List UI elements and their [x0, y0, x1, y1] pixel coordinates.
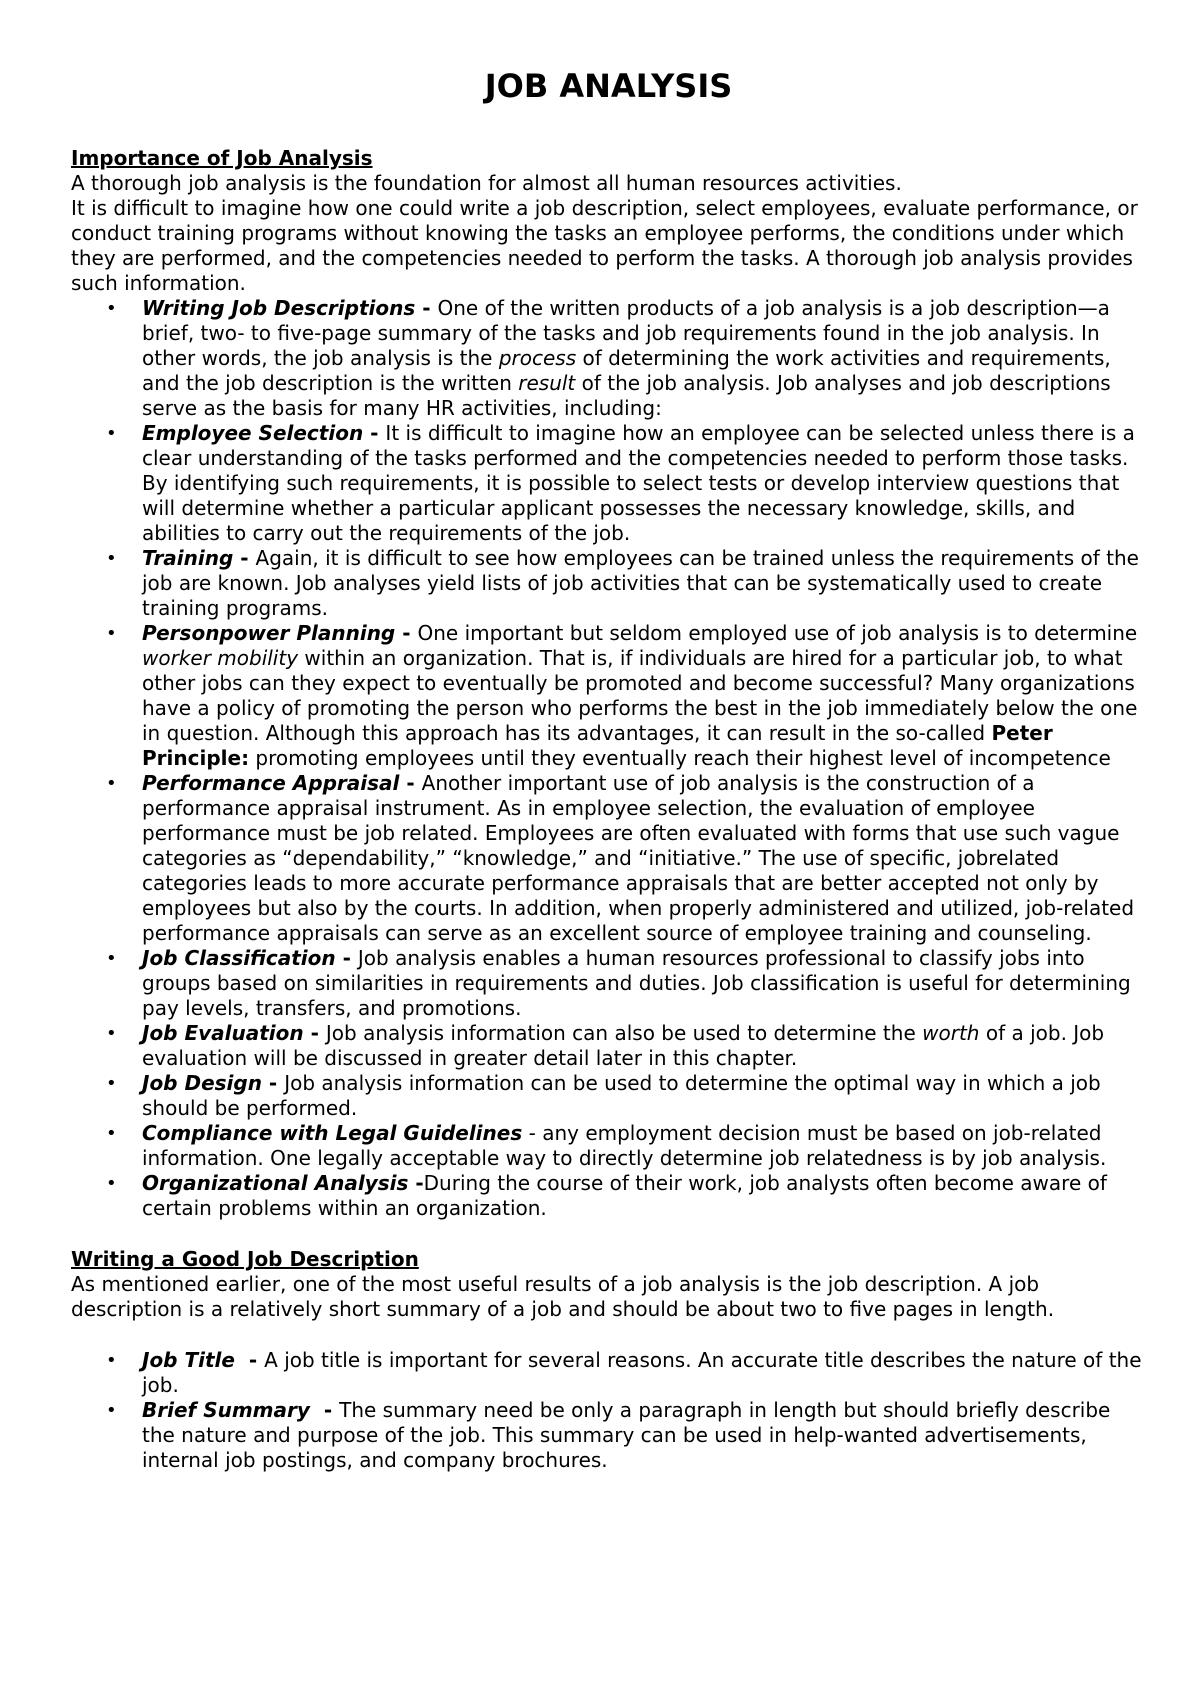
bullet-emphasis: worth: [922, 1021, 980, 1045]
bullet-term: Organizational Analysis: [142, 1171, 409, 1195]
bullet-brief-summary: [71, 1398, 1146, 1473]
bullet-text: Job analysis information can also be used to determine the: [325, 1021, 923, 1045]
bullet-organizational-analysis: [71, 1171, 1146, 1221]
bullet-text: any employment decision must be based on job-related information. One legally acceptable way to directly determine job relatedness is by job analysis.: [142, 1121, 1107, 1170]
bullet-separator: -: [234, 1348, 265, 1372]
bullet-icon: •: [106, 1350, 117, 1371]
bullet-personpower-planning: [71, 621, 1146, 771]
bullet-text: One of the written products of a job analysis is a job description—a brief, two- to five-page summary of the tasks and job requirements found in the job analysis. In other words, the job analysis is the: [142, 296, 1110, 370]
bullet-text: One important but seldom employed use of job analysis is to determine: [417, 621, 1138, 645]
intro-paragraph-2: It is difficult to imagine how one could write a job description, select employees, evaluate performance, or conduct training programs without knowing the tasks an employee performs, the conditions under which they are performed, and the competencies needed to perform the tasks. A thorough job analysis provides such information.: [71, 196, 1138, 295]
section-importance: [71, 146, 1146, 1221]
section-writing-job-description: [71, 1247, 1146, 1473]
bullet-text: The summary need be only a paragraph in length but should briefly describe the nature and purpose of the job. This summary can be used in help-wanted advertisements, internal job postings, and company brochures.: [142, 1398, 1111, 1472]
bullet-icon: •: [106, 1173, 117, 1194]
bullet-separator: -: [335, 946, 358, 970]
bullet-compliance-legal-guidelines: [71, 1121, 1146, 1171]
bullet-term: Job Title: [142, 1348, 235, 1372]
section-heading-importance: Importance of Job Analysis: [71, 146, 373, 170]
bullet-spacer: [71, 1322, 1146, 1348]
bullet-job-evaluation: [71, 1021, 1146, 1071]
importance-bullet-list: [71, 296, 1146, 1221]
bullet-separator: -: [399, 771, 422, 795]
bullet-text: promoting employees until they eventually reach their highest level of incompetence: [249, 746, 1111, 770]
bullet-icon: •: [106, 548, 117, 569]
bullet-text: It is difficult to imagine how an employee can be selected unless there is a clear understanding of the tasks performed and the competencies needed to perform those tasks. By identifying such requirements, it is possible to select tests or develop interview questions that will determine whether a particular applicant possesses the necessary knowledge, skills, and abilities to carry out the requirements of the job.: [142, 421, 1135, 545]
bullet-separator: -: [408, 1171, 424, 1195]
section-spacer: [71, 1221, 1146, 1247]
bullet-job-design: [71, 1071, 1146, 1121]
bullet-separator: -: [233, 546, 256, 570]
bullet-term: Training: [142, 546, 234, 570]
bullet-term: Personpower Planning: [142, 621, 396, 645]
bullet-text: within an organization. That is, if individuals are hired for a particular job, to what other jobs can they expect to eventually be promoted and become successful? Many organizations have a policy of promoting the person who performs the best in the job immediately below the one in question. Although this approach has its advantages, it can result in the so-called: [142, 646, 1138, 745]
bullet-term: Job Design: [142, 1071, 262, 1095]
bullet-separator: -: [415, 296, 438, 320]
bullet-icon: •: [106, 1023, 117, 1044]
bullet-icon: •: [106, 298, 117, 319]
document-title: JOB ANALYSIS: [484, 67, 733, 105]
bullet-text: of the job analysis. Job analyses and job descriptions serve as the basis for many HR activities, including:: [142, 371, 1111, 420]
intro-paragraph-1: A thorough job analysis is the foundation for almost all human resources activities.: [71, 171, 902, 195]
bullet-term: Job Evaluation: [142, 1021, 304, 1045]
bullet-term: Compliance with Legal Guidelines: [142, 1121, 523, 1145]
job-description-bullet-list: [71, 1348, 1146, 1473]
bullet-term: Performance Appraisal: [142, 771, 400, 795]
bullet-emphasis: worker mobility: [142, 646, 299, 670]
bullet-icon: •: [106, 773, 117, 794]
section-heading-writing: Writing a Good Job Description: [71, 1247, 419, 1271]
bullet-writing-job-descriptions: [71, 296, 1146, 421]
bullet-separator: -: [261, 1071, 285, 1095]
bullet-icon: •: [106, 1123, 117, 1144]
bullet-separator: -: [395, 621, 418, 645]
bullet-term: Employee Selection: [142, 421, 364, 445]
bullet-text: Another important use of job analysis is the construction of a performance appraisal instrument. As in employee selection, the evaluation of employee performance must be job related. Employees are often evaluated with forms that use such vague categories as “dependability,” “knowledge,” and “initiative.” The use of specific, jobrelated categories leads to more accurate performance appraisals that are better accepted not only by employees but also by the courts. In addition, when properly administered and utilized, job-related performance appraisals can serve as an excellent source of employee training and counseling.: [142, 771, 1135, 945]
bullet-emphasis: result: [518, 371, 576, 395]
bullet-icon: •: [106, 1073, 117, 1094]
bullet-term: Brief Summary: [142, 1398, 310, 1422]
document-page: [71, 66, 1146, 1473]
bullet-text: of a job. Job evaluation will be discussed in greater detail later in this chapter.: [142, 1021, 1105, 1070]
bullet-strong: Peter Principle:: [142, 721, 1053, 770]
bullet-separator: -: [522, 1121, 543, 1145]
bullet-employee-selection: [71, 421, 1146, 546]
bullet-term: Job Classification: [142, 946, 336, 970]
bullet-job-classification: [71, 946, 1146, 1021]
bullet-text: of determining the work activities and requirements, and the job description is the written: [142, 346, 1111, 395]
bullet-separator: -: [363, 421, 386, 445]
bullet-text: A job title is important for several reasons. An accurate title describes the nature of the job.: [142, 1348, 1142, 1397]
bullet-emphasis: process: [498, 346, 577, 370]
bullet-text: During the course of their work, job analysts often become aware of certain problems within an organization.: [142, 1171, 1107, 1220]
bullet-icon: •: [106, 1400, 117, 1421]
bullet-performance-appraisal: [71, 771, 1146, 946]
bullet-icon: •: [106, 623, 117, 644]
bullet-training: [71, 546, 1146, 621]
bullet-separator: -: [303, 1021, 326, 1045]
bullet-job-title: [71, 1348, 1146, 1398]
bullet-text: Again, it is difficult to see how employees can be trained unless the requirements of the job are known. Job analyses yield lists of job activities that can be systematically used to create training programs.: [142, 546, 1139, 620]
bullet-term: Writing Job Descriptions: [142, 296, 416, 320]
bullet-separator: -: [309, 1398, 340, 1422]
section2-intro: As mentioned earlier, one of the most useful results of a job analysis is the job description. A job description is a relatively short summary of a job and should be about two to five pages in length.: [71, 1272, 1055, 1321]
bullet-icon: •: [106, 948, 117, 969]
bullet-icon: •: [106, 423, 117, 444]
bullet-text: Job analysis information can be used to determine the optimal way in which a job should be performed.: [142, 1071, 1101, 1120]
bullet-text: Job analysis enables a human resources professional to classify jobs into groups based on similarities in requirements and duties. Job classification is useful for determining pay levels, transfers, and promotions.: [142, 946, 1131, 1020]
